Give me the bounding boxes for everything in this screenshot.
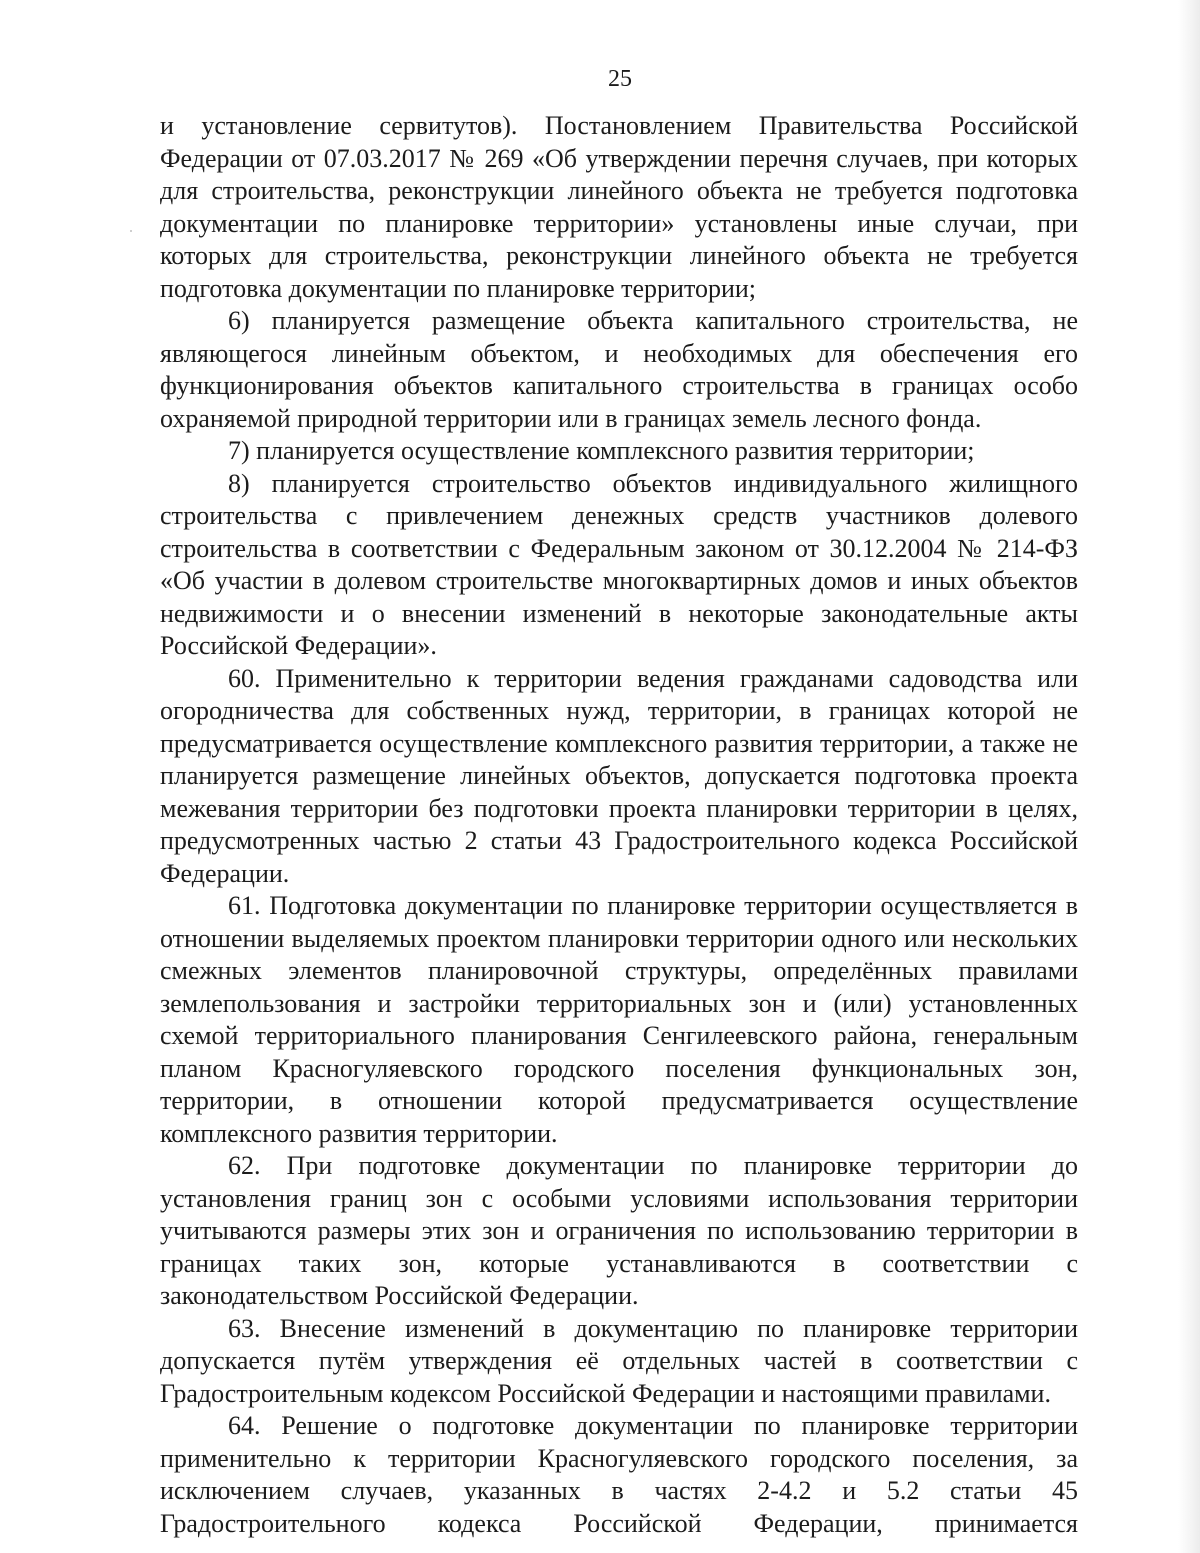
paragraph-60: 60. Применительно к территории ведения гражданами садоводства или огородничества для собственных нужд, территории, в границах которой не предусматривается осуществление комплексного развития территории, а также не планируется размещение линейных объектов, допускается подготовка проекта межевания территории без подготовки проекта планировки территории в целях, предусмотренных частью 2 статьи 43 Градостроительного кодекса Российской Федерации. (160, 663, 1078, 888)
document-body (160, 110, 1078, 1540)
paragraph-63: 63. Внесение изменений в документацию по планировке территории допускается путём утверждения её отдельных частей в соответствии с Градостроительным кодексом Российской Федерации и настоящими правилами. (160, 1313, 1078, 1408)
paragraph-61: 61. Подготовка документации по планировке территории осуществляется в отношении выделяемых проектом планировки территории одного или нескольких смежных элементов планировочной структуры, определённых правилами землепользования и застройки территориальных зон и (или) установленных схемой территориального планирования Сенгилеевского района, генеральным планом Красногуляевского городского поселения функциональных зон, территории, в отношении которой предусматривается осуществление комплексного развития территории. (160, 891, 1078, 1148)
paragraph-item-7: 7) планируется осуществление комплексного развития территории; (228, 436, 975, 465)
scan-edge-shadow (1178, 0, 1200, 1553)
paragraph-continuation: и установление сервитутов). Постановлением Правительства Российской Федерации от 07.03.2017 № 269 «Об утверждении перечня случаев, при которых для строительства, реконструкции линейного объекта не требуется подготовка документации по планировке территории» установлены иные случаи, при которых для строительства, реконструкции линейного объекта не требуется подготовка документации по планировке территории; (160, 111, 1078, 303)
paragraph-item-6: 6) планируется размещение объекта капитального строительства, не являющегося линейным объектом, и необходимых для обеспечения его функционирования объектов капитального строительства в границах особо охраняемой природной территории или в границах земель лесного фонда. (160, 306, 1078, 433)
scan-speck (130, 230, 132, 232)
paragraph-62: 62. При подготовке документации по планировке территории до установления границ зон с особыми условиями использования территории учитываются размеры этих зон и ограничения по использованию территории в границах таких зон, которые устанавливаются в соответствии с законодательством Российской Федерации. (160, 1151, 1078, 1310)
paragraph-item-8: 8) планируется строительство объектов индивидуального жилищного строительства с привлечением денежных средств участников долевого строительства в соответствии с Федеральным законом от 30.12.2004 № 214-ФЗ «Об участии в долевом строительстве многоквартирных домов и иных объектов недвижимости и о внесении изменений в некоторые законодательные акты Российской Федерации». (160, 468, 1078, 660)
paragraph-64: 64. Решение о подготовке документации по планировке территории применительно к территории Красногуляевского городского поселения, за исключением случаев, указанных в частях 2-4.2 и 5.2 статьи 45 Градостроительного кодекса Российской Федерации, принимается (160, 1411, 1078, 1538)
page-number: 25 (608, 66, 632, 92)
